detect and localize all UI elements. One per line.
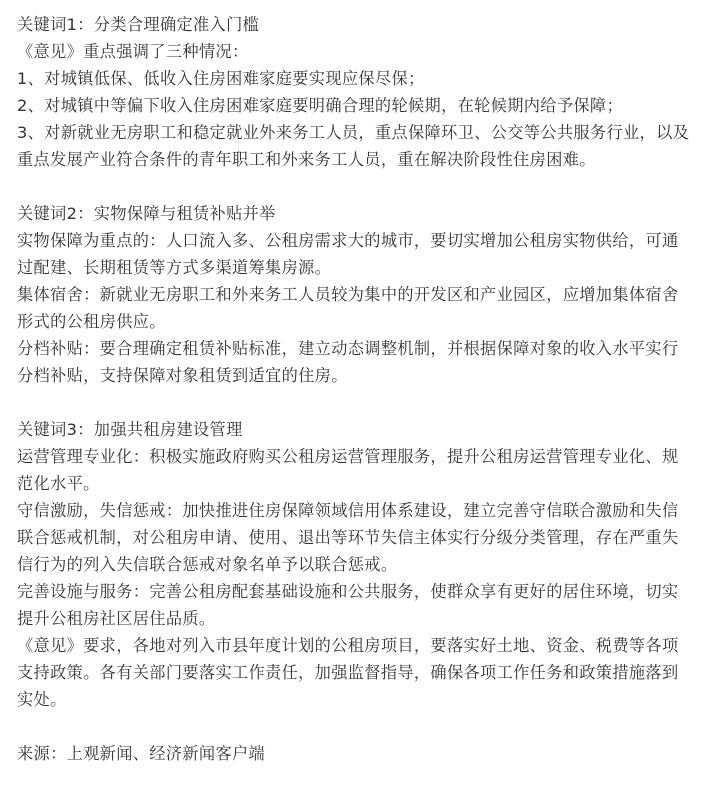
paragraph: 守信激励，失信惩戒：加快推进住房保障领域信用体系建设，建立完善守信联合激励和失信联合惩戒机制，对公租房申请、使用、退出等环节失信主体实行分级分类管理，存在严重失信行为的列入失信联合惩戒对象名单予以联合惩戒。 [17,501,679,574]
section-heading: 关键词3：加强共租房建设管理 [17,420,243,439]
section-keyword-1 [17,11,693,173]
source-text: 来源：上观新闻、经济新闻客户端 [17,744,266,763]
section-intro: 《意见》重点强调了三种情况： [17,42,249,61]
paragraph: 《意见》要求，各地对列入市县年度计划的公租房项目，要落实好土地、资金、税费等各项支持政策。各有关部门要落实工作责任，加强监督指导，确保各项工作任务和政策措施落到实处。 [17,636,679,709]
paragraph: 实物保障为重点的：人口流入多、公租房需求大的城市，要切实增加公租房实物供给，可通过配建、长期租赁等方式多渠道筹集房源。 [17,231,679,277]
list-item: 1、对城镇低保、低收入住房困难家庭要实现应保尽保； [17,69,425,88]
list-item: 2、对城镇中等偏下收入住房困难家庭要明确合理的轮候期，在轮候期内给予保障； [17,96,623,115]
section-keyword-2 [17,200,693,389]
paragraph: 集体宿舍：新就业无房职工和外来务工人员较为集中的开发区和产业园区，应增加集体宿舍形式的公租房供应。 [17,285,679,331]
section-keyword-3 [17,416,693,713]
section-heading: 关键词1：分类合理确定准入门槛 [17,15,260,34]
section-heading: 关键词2：实物保障与租赁补贴并举 [17,204,276,223]
paragraph: 完善设施与服务：完善公租房配套基础设施和公共服务，使群众享有更好的居住环境，切实提升公租房社区居住品质。 [17,582,679,628]
paragraph: 运营管理专业化：积极实施政府购买公租房运营管理服务，提升公租房运营管理专业化、规范化水平。 [17,447,679,493]
paragraph: 分档补贴：要合理确定租赁补贴标准，建立动态调整机制，并根据保障对象的收入水平实行分档补贴，支持保障对象租赁到适宜的住房。 [17,339,679,385]
list-item: 3、对新就业无房职工和稳定就业外来务工人员，重点保障环卫、公交等公共服务行业，以及重点发展产业符合条件的青年职工和外来务工人员，重在解决阶段性住房困难。 [17,123,690,169]
source-line [17,740,693,767]
